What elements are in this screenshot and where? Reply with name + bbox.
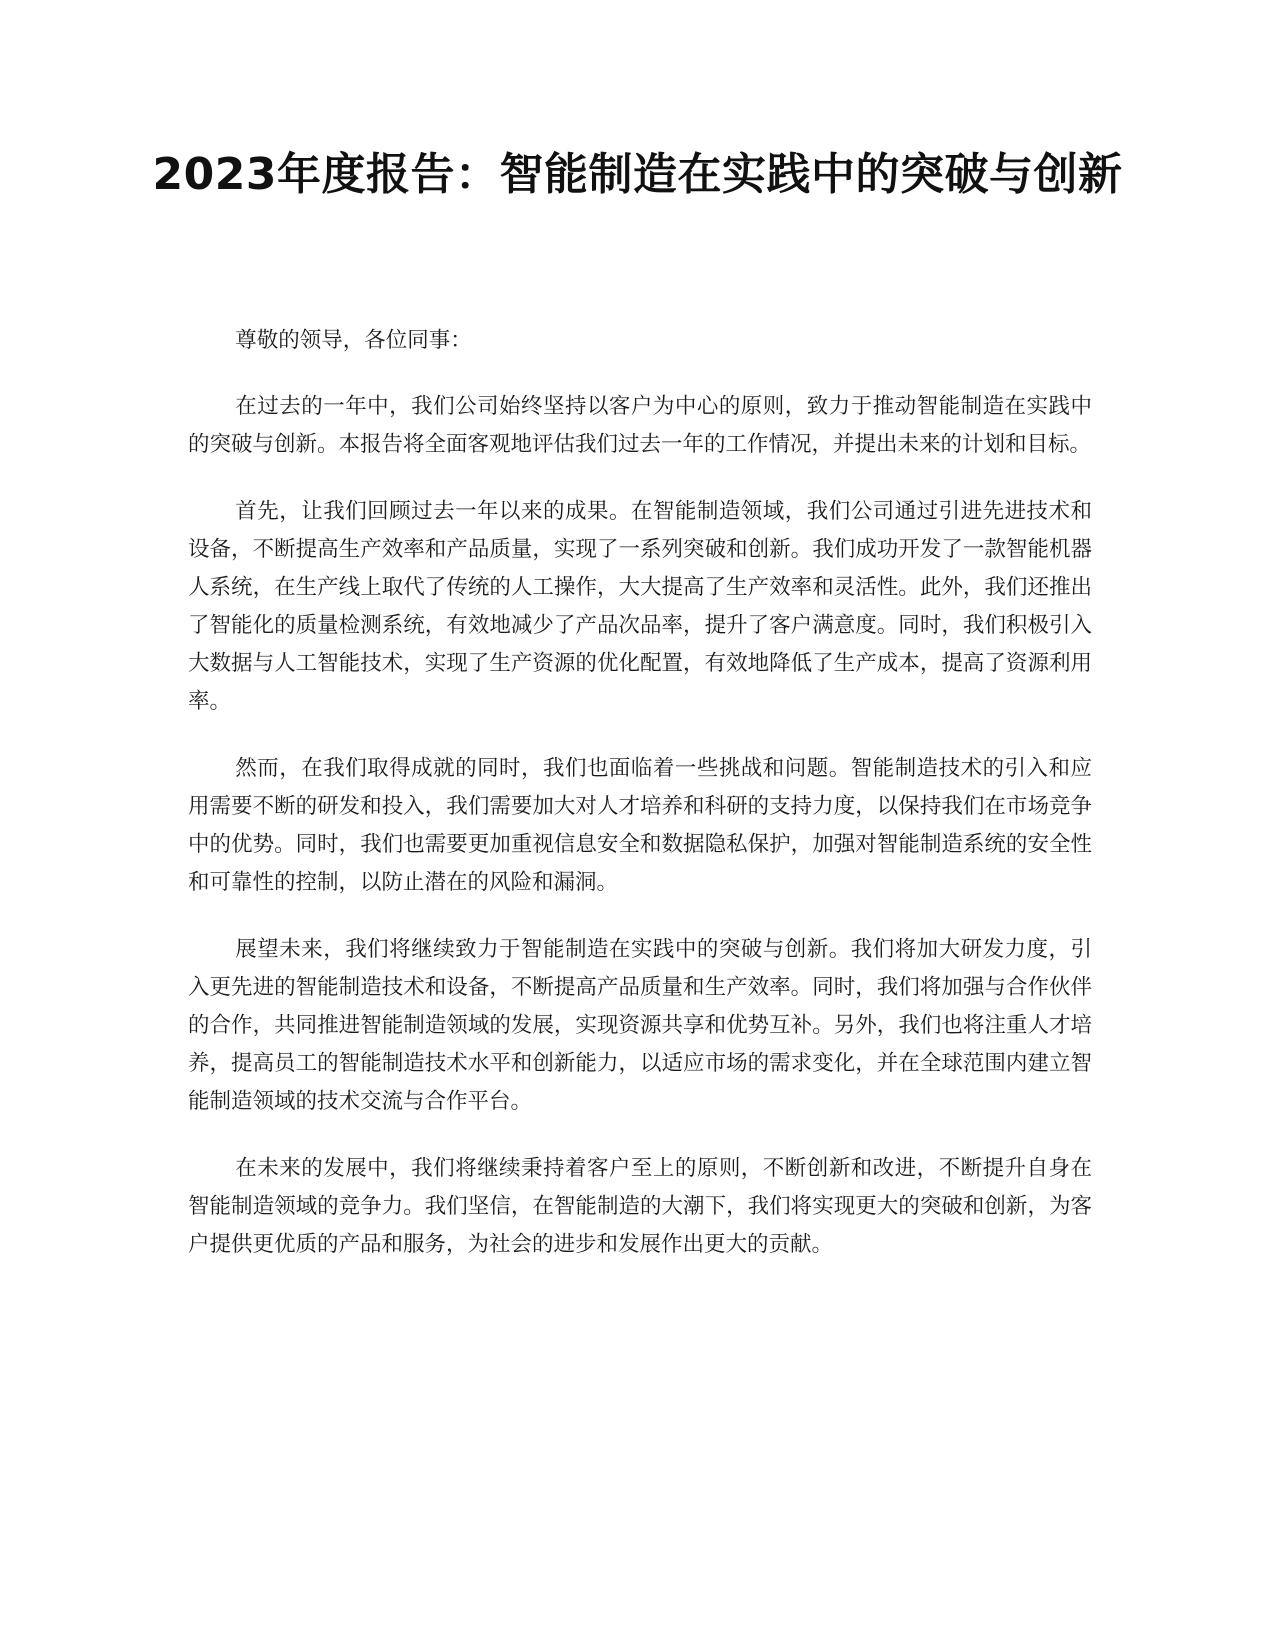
salutation: 尊敬的领导，各位同事： [235,328,472,353]
document-body [188,322,1092,1293]
paragraph-challenges: 然而，在我们取得成就的同时，我们也面临着一些挑战和问题。智能制造技术的引入和应用需要不断的研发和投入，我们需要加大对人才培养和科研的支持力度，以保持我们在市场竞争中的优势。同时，我们也需要更加重视信息安全和数据隐私保护，加强对智能制造系统的安全性和可靠性的控制，以防止潜在的风险和漏洞。 [188,756,1092,895]
paragraph-intro: 在过去的一年中，我们公司始终坚持以客户为中心的原则，致力于推动智能制造在实践中的突破与创新。本报告将全面客观地评估我们过去一年的工作情况，并提出未来的计划和目标。 [188,394,1092,457]
paragraph-outlook: 展望未来，我们将继续致力于智能制造在实践中的突破与创新。我们将加大研发力度，引入更先进的智能制造技术和设备，不断提高产品质量和生产效率。同时，我们将加强与合作伙伴的合作，共同推进智能制造领域的发展，实现资源共享和优势互补。另外，我们也将注重人才培养，提高员工的智能制造技术水平和创新能力，以适应市场的需求变化，并在全球范围内建立智能制造领域的技术交流与合作平台。 [188,937,1092,1114]
document-title: 2023年度报告：智能制造在实践中的突破与创新 [152,149,1123,200]
paragraph-achievements: 首先，让我们回顾过去一年以来的成果。在智能制造领域，我们公司通过引进先进技术和设备，不断提高生产效率和产品质量，实现了一系列突破和创新。我们成功开发了一款智能机器人系统，在生产线上取代了传统的人工操作，大大提高了生产效率和灵活性。此外，我们还推出了智能化的质量检测系统，有效地减少了产品次品率，提升了客户满意度。同时，我们积极引入大数据与人工智能技术，实现了生产资源的优化配置，有效地降低了生产成本，提高了资源利用率。 [188,499,1092,714]
paragraph-conclusion: 在未来的发展中，我们将继续秉持着客户至上的原则，不断创新和改进，不断提升自身在智能制造领域的竞争力。我们坚信，在智能制造的大潮下，我们将实现更大的突破和创新，为客户提供更优质的产品和服务，为社会的进步和发展作出更大的贡献。 [188,1156,1092,1257]
